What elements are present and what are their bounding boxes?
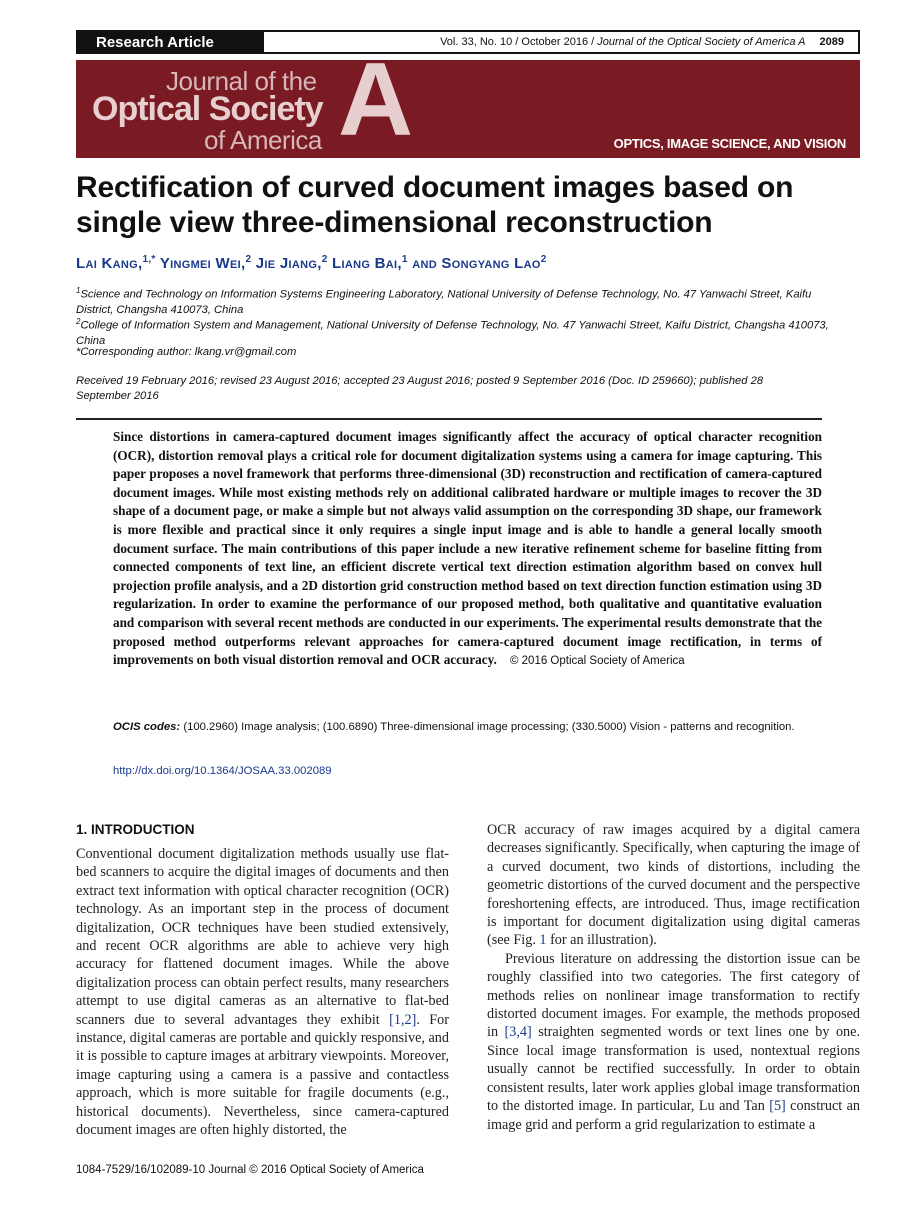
abstract: Since distortions in camera-captured document images significantly affect the accuracy of optical character recognition (OCR), distortion removal plays a critical role for document digitalization systems using a camera for image capturing. This paper proposes a novel framework that performs three-dimensional (3D) reconstruction and rectification of camera-captured document images. While most existing methods rely on additional calibrated hardware or multiple images to recover the 3D shape of a document page, or make a simple but not always valid assumption on the corresponding 3D shape, our framework is more flexible and practical since it only requires a single input image and is able to handle a general locally smooth document surface. The main contributions of this paper include a new iterative refinement scheme for baseline fitting from connected components of text line, an efficient discrete vertical text direction estimation algorithm based on convex hull projection profile analysis, and a 2D distortion grid construction method based on text direction function estimation using 3D regularization. In order to examine the performance of our proposed method, both qualitative and quantitative evaluation and comparison with several recent methods are conducted in our experiments. The experimental results demonstrate that the proposed method outperforms relevant approaches for camera-captured document image rectification, in terms of improvements on both visual distortion removal and OCR accuracy. © 2016 Optical Society of America (113, 429, 823, 668)
copyright-note: © 2016 Optical Society of America (509, 655, 685, 668)
right-column (487, 821, 860, 1134)
journal-name-line3: of America (204, 125, 322, 155)
author: Yingmei Wei,$^2$ (155, 254, 252, 272)
page-number: 2089 (819, 36, 844, 48)
corresponding-author: *Corresponding author: lkang.vr@gmail.com (76, 346, 297, 358)
volume-line: Vol. 33, No. 10 / October 2016 / Journal of the Optical Society of America A (440, 36, 806, 48)
affiliation-2: $^2$College of Information System and Management, National University of Defense Technology, No. 47 Yanwachi Street, Kaifu District, Changsha 410073, China (76, 317, 829, 347)
received-dates: Received 19 February 2016; revised 23 August 2016; accepted 23 August 2016; posted 9 September 2016 (Doc. ID 259660); published 28 September 2016 (76, 375, 764, 402)
affiliation-1: $^1$Science and Technology on Information Systems Engineering Laboratory, National University of Defense Technology, No. 47 Yanwachi Street, Kaifu District, Changsha 410073, China (76, 286, 812, 316)
author: and Songyang Lao$^2$ (407, 254, 547, 272)
author-list (76, 254, 547, 272)
citation-link[interactable]: [1,2] (389, 1011, 417, 1028)
paper-title: Rectification of curved document images based on single view three-dimensional reconstruction (76, 171, 794, 239)
article-type-label: Research Article (78, 32, 264, 52)
paragraph: Previous literature on addressing the distortion issue can be roughly classified into two categories. The first category of methods relies on nonlinear image transformation to rectify distorted document images. For example, the methods proposed in [3,4] straighten segmented words or text lines one by one. Since local image transformation is used, nontextual regions usually cannot be rectified successfully. In order to obtain consistent results, later work applies global image transformation to the distorted image. In particular, Lu and Tan [5] construct an image grid and perform a grid regularization to estimate a (487, 950, 860, 1133)
figure-link[interactable]: 1 (539, 932, 547, 949)
journal-banner (76, 60, 860, 158)
doi-link[interactable]: http://dx.doi.org/10.1364/JOSAA.33.002089 (113, 765, 332, 777)
author: Lai Kang,$^{1,*}$ (76, 254, 156, 272)
citation-link[interactable]: [5] (769, 1098, 786, 1115)
citation-link[interactable]: [3,4] (504, 1024, 532, 1041)
section-heading: 1. INTRODUCTION (76, 822, 195, 837)
journal-name-line2: Optical Society (92, 90, 323, 128)
running-header (76, 30, 860, 54)
journal-name-line1: Journal of the (166, 66, 317, 96)
author: Liang Bai,$^1$ (327, 254, 408, 272)
journal-letter-logo: A (338, 60, 414, 158)
ocis-codes: OCIS codes: (100.2960) Image analysis; (100.6890) Three-dimensional image processing; (330.5000) Vision - patterns and recognition. (113, 721, 795, 733)
author: Jie Jiang,$^2$ (251, 254, 328, 272)
page-footer: 1084-7529/16/102089-10 Journal © 2016 Optical Society of America (76, 1164, 424, 1176)
divider (76, 418, 822, 420)
left-column (76, 845, 449, 1140)
journal-subtitle: OPTICS, IMAGE SCIENCE, AND VISION (613, 136, 846, 151)
paragraph: Conventional document digitalization methods usually use flat-bed scanners to acquire the digital images of documents and then extract text information with optical character recognition (OCR) technology. As an important step in the process of document digitalization, OCR techniques have been studied extensively, and recent OCR algorithms are able to achieve very high accuracy for flattened document images. While the above digitalization process can obtain perfect results, many researchers attempt to use digital cameras as an alternative to flat-bed scanners due to several advantages they exhibit [1,2]. For instance, digital cameras are portable and quickly responsive, and it is possible to capture images at arbitrary viewpoints. Moreover, image capturing using a camera is a passive and contactless approach, which is more suitable for fragile documents (e.g., historical documents). Nevertheless, since camera-captured document images are often highly distorted, the (76, 846, 449, 1139)
paragraph: OCR accuracy of raw images acquired by a digital camera decreases significantly. Specifically, when capturing the image of a curved document, two kinds of distortions, including the geometric distortions of the curved document and the perspective foreshortening effects, are introduced. Thus, image rectification is important for document digitalization using digital cameras (see Fig. 1 for an illustration). (487, 822, 860, 949)
